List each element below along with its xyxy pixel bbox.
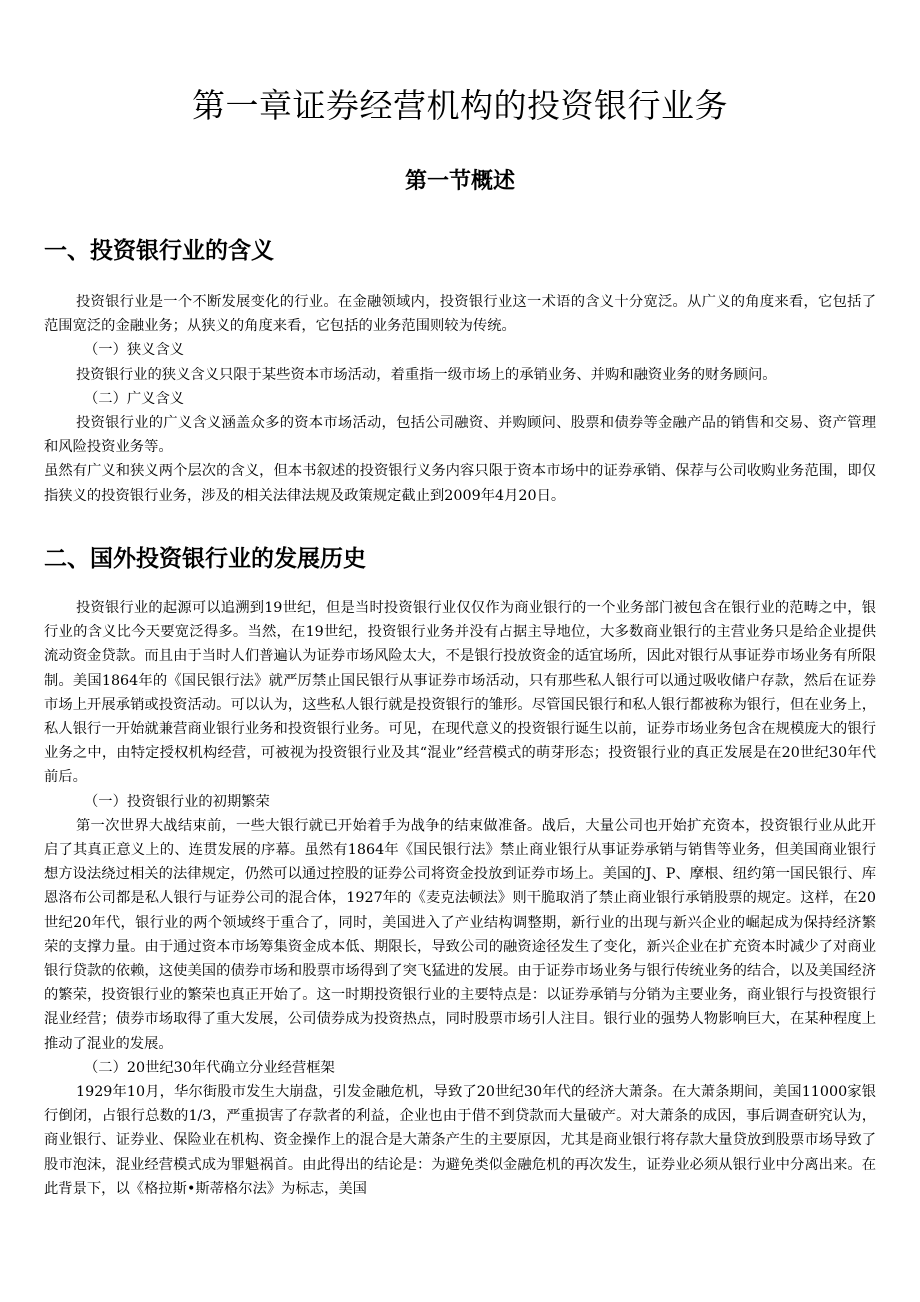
part2-body: [44, 596, 876, 1201]
part1-body: [44, 290, 876, 508]
paragraph: 虽然有广义和狭义两个层次的含义，但本书叙述的投资银行义务内容只限于资本市场中的证券承销、保荐与公司收购业务范围，即仅指狭义的投资银行业务，涉及的相关法律法规及政策规定截止到2009年4月20日。: [44, 463, 876, 504]
paragraph: 投资银行业的起源可以追溯到19世纪，但是当时投资银行业仅仅作为商业银行的一个业务部门被包含在银行业的范畴之中，银行业的含义比今天要宽泛得多。当然，在19世纪，投资银行业务并没有占据主导地位，大多数商业银行的主营业务只是给企业提供流动资金贷款。而且由于当时人们普遍认为证券市场风险太大，不是银行投放资金的适宜场所，因此对银行从事证券市场业务有所限制。美国1864年的《国民银行法》就严厉禁止国民银行从事证券市场活动，只有那些私人银行可以通过吸收储户存款，然后在证券市场上开展承销或投资活动。可以认为，这些私人银行就是投资银行的雏形。尽管国民银行和私人银行都被称为银行，但在业务上，私人银行一开始就兼营商业银行业务和投资银行业务。可见，在现代意义的投资银行诞生以前，证券市场业务包含在规模庞大的银行业务之中，由特定授权机构经营，可被视为投资银行业及其“混业”经营模式的萌芽形态；投资银行业的真正发展是在20世纪30年代前后。: [44, 600, 876, 786]
subheading: （二）20世纪30年代确立分业经营框架: [84, 1059, 335, 1076]
heading-meaning: 一、投资银行业的含义: [44, 238, 274, 264]
paragraph: 投资银行业的狭义含义只限于某些资本市场活动，着重指一级市场上的承销业务、并购和融资业务的财务顾问。: [76, 366, 777, 383]
paragraph: 投资银行业是一个不断发展变化的行业。在金融领域内，投资银行业这一术语的含义十分宽泛。从广义的角度来看，它包括了范围宽泛的金融业务；从狭义的角度来看，它包括的业务范围则较为传统。: [44, 294, 876, 335]
paragraph: 1929年10月，华尔街股市发生大崩盘，引发金融危机，导致了20世纪30年代的经济大萧条。在大萧条期间，美国11000家银行倒闭，占银行总数的1/3，严重损害了存款者的利益，企业也由于借不到贷款而大量破产。对大萧条的成因，事后调查研究认为，商业银行、证券业、保险业在机构、资金操作上的混合是大萧条产生的主要原因，尤其是商业银行将存款大量贷放到股票市场导致了股市泡沫，混业经营模式成为罪魁祸首。由此得出的结论是：为避免类似金融危机的再次发生，证券业必须从银行业中分离出来。在此背景下，以《格拉斯•斯蒂格尔法》为标志，美国: [44, 1084, 876, 1197]
heading-history: 二、国外投资银行业的发展历史: [44, 546, 366, 572]
paragraph: 第一次世界大战结束前，一些大银行就已开始着手为战争的结束做准备。战后，大量公司也开始扩充资本，投资银行业从此开启了其真正意义上的、连贯发展的序幕。虽然有1864年《国民银行法》禁止商业银行从事证券承销与销售等业务，但美国商业银行想方设法绕过相关的法律规定，仍然可以通过控股的证券公司将资金投放到证券市场上。美国的J、P、摩根、纽约第一国民银行、库恩洛布公司都是私人银行与证券公司的混合体，1927年的《麦克法顿法》则干脆取消了禁止商业银行承销股票的规定。这样，在20世纪20年代，银行业的两个领域终于重合了，同时，美国进入了产业结构调整期，新行业的出现与新兴企业的崛起成为保持经济繁荣的支撑力量。由于通过资本市场筹集资金成本低、期限长，导致公司的融资途径发生了变化，新兴企业在扩充资本时减少了对商业银行贷款的依赖，这使美国的债券市场和股票市场得到了突飞猛进的发展。由于证券市场业务与银行传统业务的结合，以及美国经济的繁荣，投资银行业的繁荣也真正开始了。这一时期投资银行业的主要特点是：以证券承销与分销为主要业务，商业银行与投资银行混业经营；债券市场取得了重大发展，公司债券成为投资热点，同时股票市场引人注目。银行业的强势人物影响巨大，在某种程度上推动了混业的发展。: [44, 817, 876, 1052]
subheading: （一）狭义含义: [84, 342, 185, 359]
subheading: （二）广义含义: [84, 390, 185, 407]
subheading: （一）投资银行业的初期繁荣: [84, 793, 270, 810]
paragraph: 投资银行业的广义含义涵盖众多的资本市场活动，包括公司融资、并购顾问、股票和债券等金融产品的销售和交易、资产管理和风险投资业务等。: [44, 415, 876, 456]
section-title: 第一节概述: [404, 169, 515, 194]
chapter-title: 第一章证券经营机构的投资银行业务: [192, 86, 728, 125]
